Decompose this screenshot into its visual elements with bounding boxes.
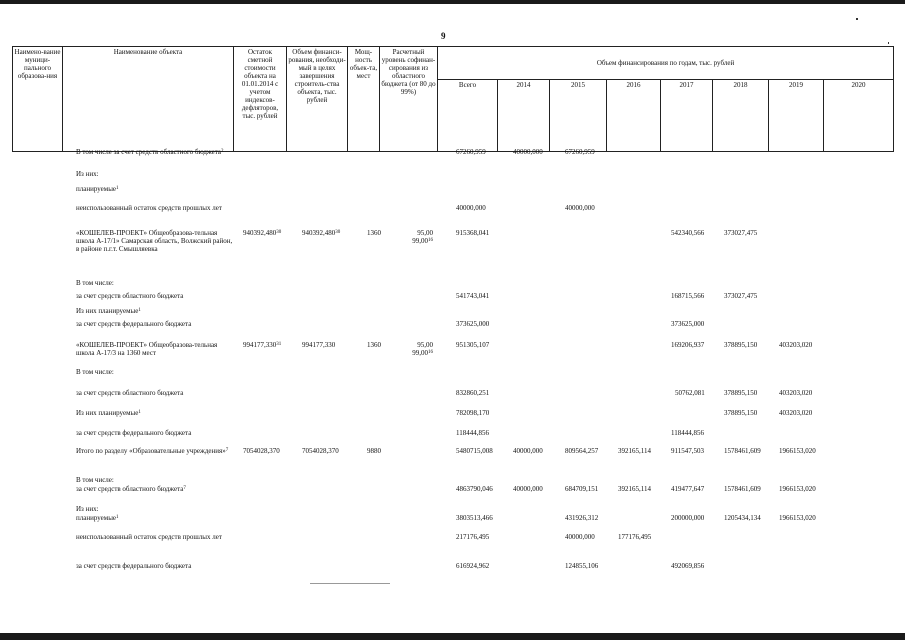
header-total: Всего: [438, 79, 498, 151]
row-federal-budget-name: за счет средств федерального бюджета: [76, 562, 192, 570]
row-planned-name: Из них планируемые$^1$: [76, 307, 141, 315]
cell-funding-volume: 940392,480$^{30}$: [302, 229, 341, 237]
header-funding-by-year: Объем финансирования по годам, тыс. рублей: [438, 47, 894, 80]
cell-capacity: 1360: [367, 341, 381, 349]
cell-total: 782098,170: [456, 409, 490, 417]
cell-2017: 200000,000: [671, 514, 705, 522]
cell-total: 5480715,008: [456, 447, 493, 455]
row-unused-balance-name: неиспользованный остаток средств прошлых лет: [76, 204, 222, 212]
cell-2015: 40000,000: [565, 533, 595, 541]
cell-2015: 684709,151: [565, 485, 599, 493]
row-planned-name: планируемые$^1$: [76, 514, 119, 522]
row-including-label: В том числе:: [76, 476, 114, 484]
row-section-total-name: Итого по разделу «Образовательные учреждения»$^7$: [76, 447, 229, 455]
scan-speck: [856, 18, 858, 20]
cell-total: 616924,962: [456, 562, 490, 570]
cell-2017: 373625,000: [671, 320, 705, 328]
header-funding-volume: Объем финанси-рования, необходи-мый в целях завершения строитель-ства объекта, тыс. рублей: [287, 47, 348, 152]
cell-total: 951305,107: [456, 341, 490, 349]
cell-remaining-cost: 7054028,370: [243, 447, 280, 455]
cell-2014: 40000,000: [513, 148, 543, 156]
cell-2015: 431926,312: [565, 514, 599, 522]
cell-2019: 403203,020: [779, 341, 813, 349]
row-regional-budget-name: В том числе за счет средств областного бюджета$^2$: [76, 148, 224, 156]
cell-2017: 168715,566: [671, 292, 705, 300]
row-regional-budget-name: за счет средств областного бюджета: [76, 389, 184, 397]
cell-2018: 373027,475: [724, 292, 758, 300]
cell-2016: 392165,114: [618, 447, 651, 455]
page-number: 9: [441, 31, 446, 41]
cell-2017: 118444,856: [671, 429, 704, 437]
cell-2018: 378895,150: [724, 341, 758, 349]
cell-total: 4863790,046: [456, 485, 493, 493]
cell-total: 541743,041: [456, 292, 490, 300]
top-scan-border: [0, 0, 905, 4]
cell-capacity: 1360: [367, 229, 381, 237]
cell-2019: 403203,020: [779, 389, 813, 397]
row-regional-budget-name: за счет средств областного бюджета: [76, 292, 184, 300]
header-year-2018: 2018: [713, 79, 769, 151]
row-unused-balance-name: неиспользованный остаток средств прошлых лет: [76, 533, 222, 541]
cell-2019: 1966153,020: [779, 447, 816, 455]
cell-total: 217176,495: [456, 533, 490, 541]
cell-2017: 911547,503: [671, 447, 704, 455]
row-school-a17-1-name: «КОШЕЛЕВ-ПРОЕКТ» Общеобразова-тельная школа А-17/1» Самарская область, Волжский район, в районе п.г.т. Смышляевка: [76, 229, 233, 253]
cell-total: 40000,000: [456, 204, 486, 212]
cell-cofinancing-level: 95,00 99,00$^{16}$: [412, 229, 433, 245]
table-header: [12, 46, 894, 152]
faint-rule: [310, 583, 390, 584]
cell-2019: 403203,020: [779, 409, 813, 417]
cell-2019: 1966153,020: [779, 514, 816, 522]
row-including-label: В том числе:: [76, 279, 114, 287]
cell-2018: 373027,475: [724, 229, 758, 237]
cell-remaining-cost: 994177,330$^{31}$: [243, 341, 282, 349]
header-year-2020: 2020: [824, 79, 894, 151]
cell-2019: 1966153,020: [779, 485, 816, 493]
cell-2015: 40000,000: [565, 204, 595, 212]
row-including-label: В том числе:: [76, 368, 114, 376]
row-school-a17-3-name: «КОШЕЛЕВ-ПРОЕКТ» Общеобразова-тельная школа А-17/3 на 1360 мест: [76, 341, 218, 357]
cell-2015: 809564,257: [565, 447, 599, 455]
row-of-them-label: Из них:: [76, 505, 99, 513]
row-regional-budget-name: за счет средств областного бюджета$^7$: [76, 485, 186, 493]
cell-2015: 67260,959: [565, 148, 595, 156]
header-year-2014: 2014: [498, 79, 550, 151]
cell-2018: 378895,150: [724, 389, 758, 397]
cell-cofinancing-level: 95,00 99,00$^{16}$: [412, 341, 433, 357]
header-capacity: Мощ-ность объек-та, мест: [348, 47, 380, 152]
header-year-2016: 2016: [607, 79, 661, 151]
cell-total: 832860,251: [456, 389, 490, 397]
header-cofinancing-level: Расчетный уровень софинан-сирования из областного бюджета (от 80 до 99%): [380, 47, 438, 152]
cell-capacity: 9880: [367, 447, 381, 455]
cell-2018: 1578461,609: [724, 485, 761, 493]
row-planned-name: планируемые$^1$: [76, 185, 119, 193]
cell-2015: 124855,106: [565, 562, 599, 570]
cell-2016: 392165,114: [618, 485, 651, 493]
header-object-name: Наименование объекта: [63, 47, 234, 152]
row-of-them-label: Из них:: [76, 170, 99, 178]
cell-2018: 1578461,609: [724, 447, 761, 455]
cell-2017: 419477,647: [671, 485, 705, 493]
header-municipality: Наимено-вание муници-пального образова-ния: [13, 47, 63, 152]
cell-remaining-cost: 940392,480$^{30}$: [243, 229, 282, 237]
cell-funding-volume: 994177,330: [302, 341, 336, 349]
cell-2017: 169206,937: [671, 341, 705, 349]
cell-2017: 50762,081: [675, 389, 705, 397]
header-year-2019: 2019: [769, 79, 824, 151]
cell-2014: 40000,000: [513, 447, 543, 455]
cell-total: 3803513,466: [456, 514, 493, 522]
cell-2014: 40000,000: [513, 485, 543, 493]
cell-total: 373625,000: [456, 320, 490, 328]
cell-2018: 378895,150: [724, 409, 758, 417]
cell-2016: 177176,495: [618, 533, 652, 541]
header-year-2017: 2017: [661, 79, 713, 151]
cell-2018: 1205434,134: [724, 514, 761, 522]
cell-total: 118444,856: [456, 429, 489, 437]
cell-funding-volume: 7054028,370: [302, 447, 339, 455]
row-federal-budget-name: за счет средств федерального бюджета: [76, 429, 192, 437]
cell-total: 67260,959: [456, 148, 486, 156]
cell-2017: 492069,856: [671, 562, 705, 570]
cell-2017: 542340,566: [671, 229, 705, 237]
row-planned-name: Из них планируемые$^1$: [76, 409, 141, 417]
scan-speck: [888, 42, 889, 44]
row-federal-budget-name: за счет средств федерального бюджета: [76, 320, 192, 328]
header-year-2015: 2015: [550, 79, 607, 151]
bottom-scan-border: [0, 633, 905, 640]
cell-total: 915368,041: [456, 229, 490, 237]
header-remaining-cost: Остаток сметной стоимости объекта на 01.01.2014 с учетом индексов-дефляторов, тыс. рублей: [234, 47, 287, 152]
